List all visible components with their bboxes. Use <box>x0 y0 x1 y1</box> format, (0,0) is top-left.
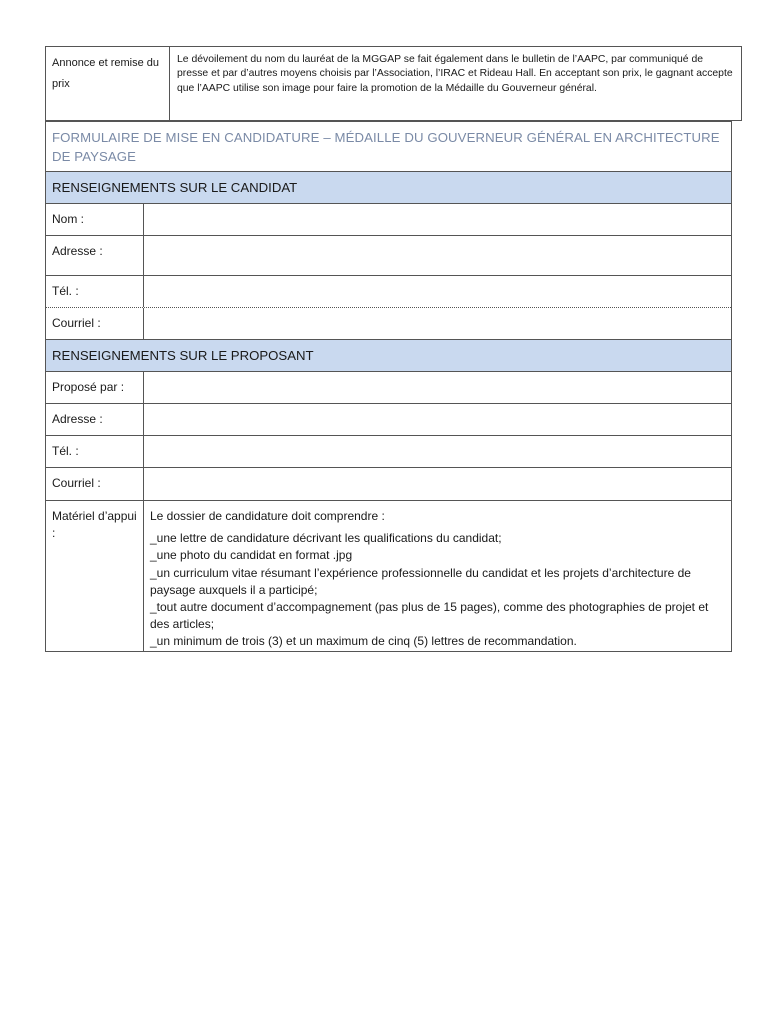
announcement-table <box>45 46 742 121</box>
proposer-address-field[interactable] <box>144 404 731 435</box>
proposer-section-header: RENSEIGNEMENTS SUR LE PROPOSANT <box>46 340 731 372</box>
candidate-phone-row <box>46 276 731 308</box>
support-material-content <box>144 501 731 651</box>
announcement-label: Annonce et remise du prix <box>46 47 170 120</box>
proposer-address-row <box>46 404 731 436</box>
candidate-name-field[interactable] <box>144 204 731 235</box>
nomination-form <box>45 121 732 652</box>
proposer-phone-field[interactable] <box>144 436 731 467</box>
proposer-phone-row <box>46 436 731 468</box>
candidate-phone-label: Tél. : <box>46 276 144 307</box>
proposer-name-field[interactable] <box>144 372 731 403</box>
proposer-email-field[interactable] <box>144 468 731 500</box>
support-material-intro: Le dossier de candidature doit comprendre : <box>150 509 385 523</box>
support-material-label: Matériel d’appui : <box>46 501 144 651</box>
support-item: _un curriculum vitae résumant l’expérience professionnelle du candidat et les projets d’architecture de paysage auxquels il a participé; <box>150 565 691 597</box>
support-item: _un minimum de trois (3) et un maximum de cinq (5) lettres de recommandation. <box>150 634 577 649</box>
candidate-section-header: RENSEIGNEMENTS SUR LE CANDIDAT <box>46 172 731 204</box>
proposer-address-label: Adresse : <box>46 404 144 435</box>
proposer-email-row <box>46 468 731 501</box>
candidate-email-row <box>46 308 731 340</box>
proposer-name-row <box>46 372 731 404</box>
candidate-address-field[interactable] <box>144 236 731 275</box>
proposer-email-label: Courriel : <box>46 468 144 500</box>
support-material-row <box>46 501 731 651</box>
candidate-name-label: Nom : <box>46 204 144 235</box>
candidate-address-label: Adresse : <box>46 236 144 275</box>
proposer-phone-label: Tél. : <box>46 436 144 467</box>
announcement-text: Le dévoilement du nom du lauréat de la MGGAP se fait également dans le bulletin de l’AAPC, par communiqué de presse et par d’autres moyens choisis par l’Association, l’IRAC et Rideau Hall. En acceptant son prix, le gagnant accepte que l’AAPC utilise son image pour faire la promotion de la Médaille du Gouverneur général. <box>177 54 733 94</box>
candidate-phone-field[interactable] <box>144 276 731 307</box>
form-title: FORMULAIRE DE MISE EN CANDIDATURE – MÉDAILLE DU GOUVERNEUR GÉNÉRAL EN ARCHITECTURE DE PAYSAGE <box>46 121 731 172</box>
support-item: _tout autre document d’accompagnement (pas plus de 15 pages), comme des photographies de projet et des articles; <box>150 600 709 632</box>
candidate-address-row <box>46 236 731 276</box>
candidate-name-row <box>46 204 731 236</box>
candidate-email-label: Courriel : <box>46 308 144 339</box>
proposer-name-label: Proposé par : <box>46 372 144 403</box>
candidate-email-field[interactable] <box>144 308 731 339</box>
support-item: _une lettre de candidature décrivant les qualifications du candidat; <box>150 531 502 546</box>
support-item: _une photo du candidat en format .jpg <box>150 548 353 563</box>
